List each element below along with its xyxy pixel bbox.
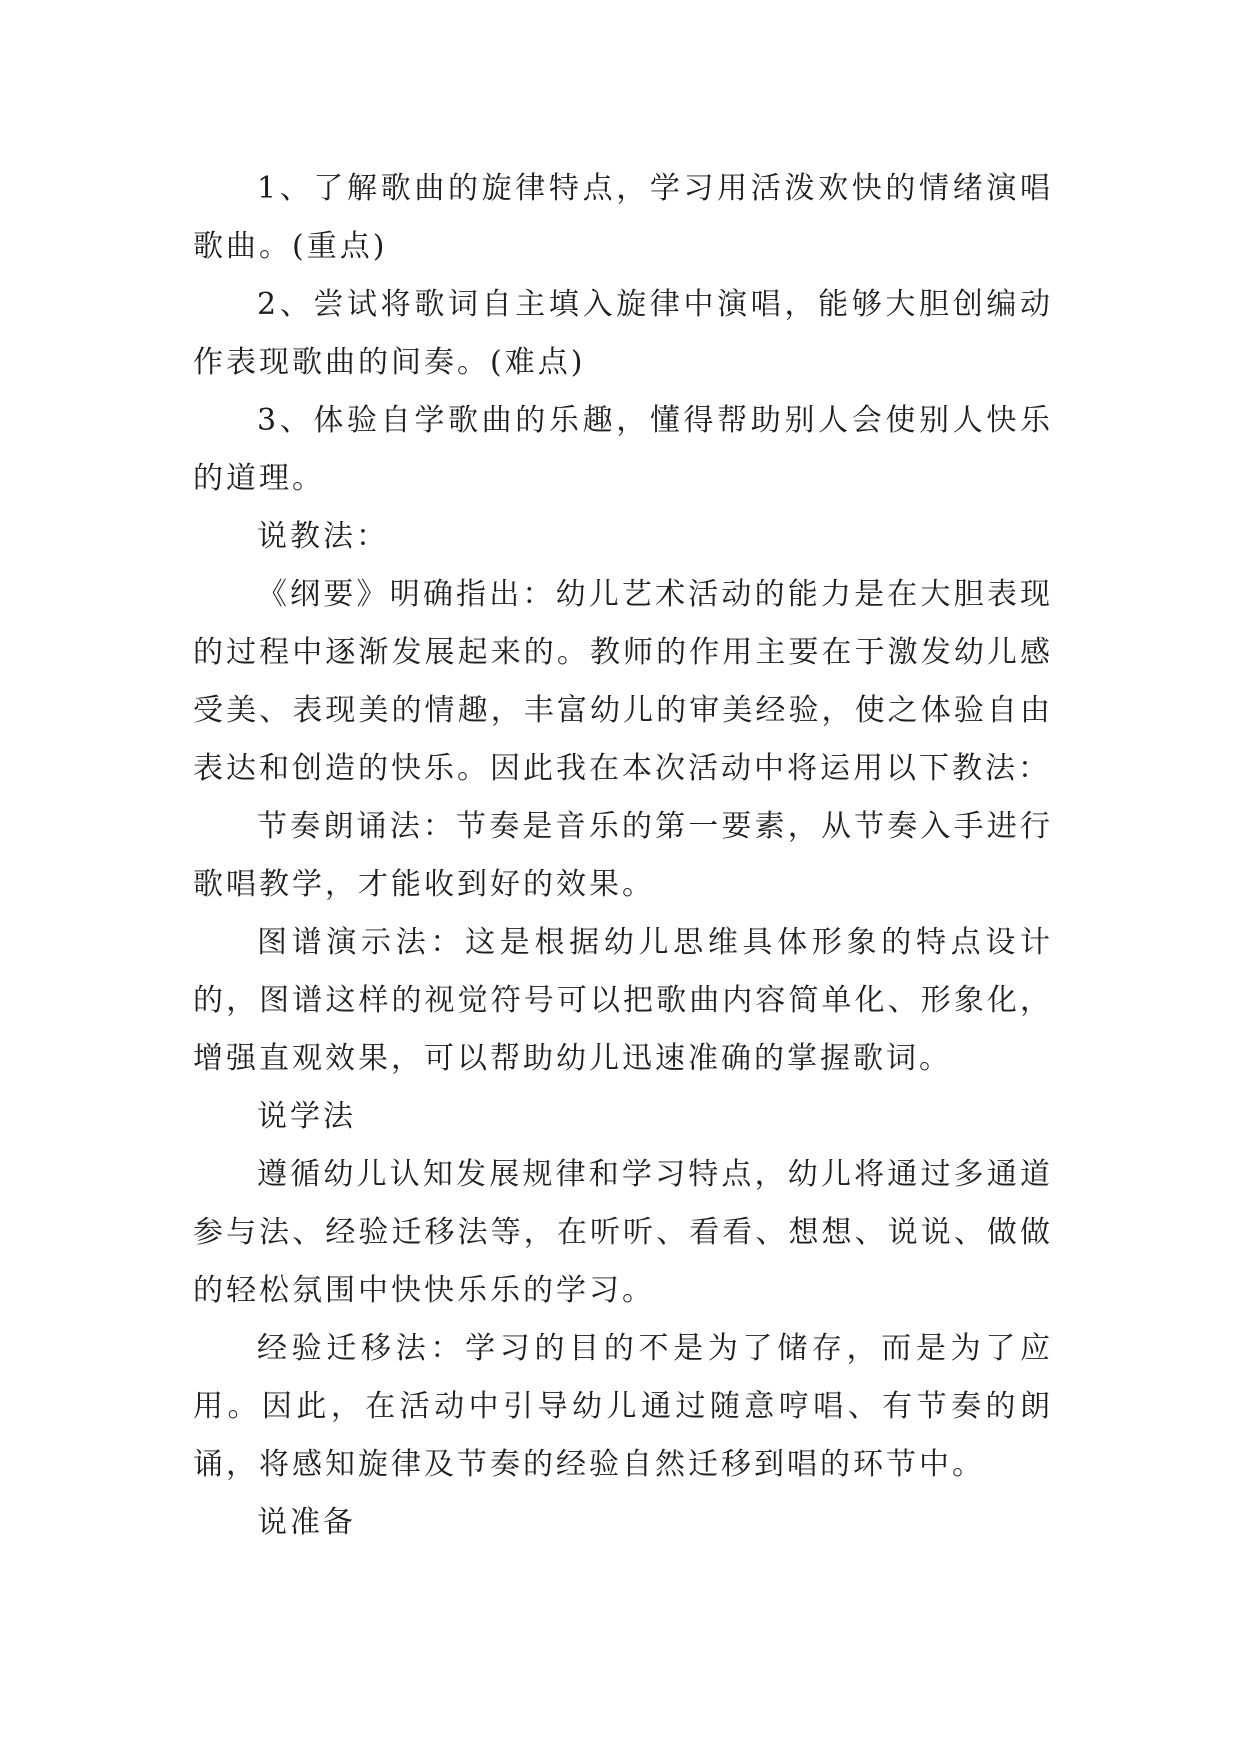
learning-methods-intro: 遵循幼儿认知发展规律和学习特点，幼儿将通过多通道参与法、经验迁移法等，在听听、看看、想想、说说、做做的轻松氛围中快快乐乐的学习。 — [193, 1157, 1053, 1308]
section-heading-learning-methods: 说学法 — [257, 1099, 356, 1134]
chart-demonstration-method: 图谱演示法：这是根据幼儿思维具体形象的特点设计的，图谱这样的视觉符号可以把歌曲内容简单化、形象化，增强直观效果，可以帮助幼儿迅速准确的掌握歌词。 — [193, 925, 1053, 1076]
objective-2: 2、尝试将歌词自主填入旋律中演唱，能够大胆创编动作表现歌曲的间奏。(难点) — [193, 287, 1053, 380]
document-body — [193, 160, 1053, 1552]
section-heading-teaching-methods: 说教法： — [257, 519, 389, 554]
objective-1: 1、了解歌曲的旋律特点，学习用活泼欢快的情绪演唱歌曲。(重点) — [193, 171, 1053, 264]
section-heading-preparation: 说准备 — [257, 1505, 356, 1540]
teaching-methods-intro: 《纲要》明确指出：幼儿艺术活动的能力是在大胆表现的过程中逐渐发展起来的。教师的作用主要在于激发幼儿感受美、表现美的情趣，丰富幼儿的审美经验，使之体验自由表达和创造的快乐。因此我在本次活动中将运用以下教法： — [193, 577, 1053, 786]
experience-transfer-method: 经验迁移法：学习的目的不是为了储存，而是为了应用。因此，在活动中引导幼儿通过随意哼唱、有节奏的朗诵，将感知旋律及节奏的经验自然迁移到唱的环节中。 — [193, 1331, 1053, 1482]
objective-3: 3、体验自学歌曲的乐趣，懂得帮助别人会使别人快乐的道理。 — [193, 403, 1053, 496]
rhythm-recitation-method: 节奏朗诵法：节奏是音乐的第一要素，从节奏入手进行歌唱教学，才能收到好的效果。 — [193, 809, 1053, 902]
